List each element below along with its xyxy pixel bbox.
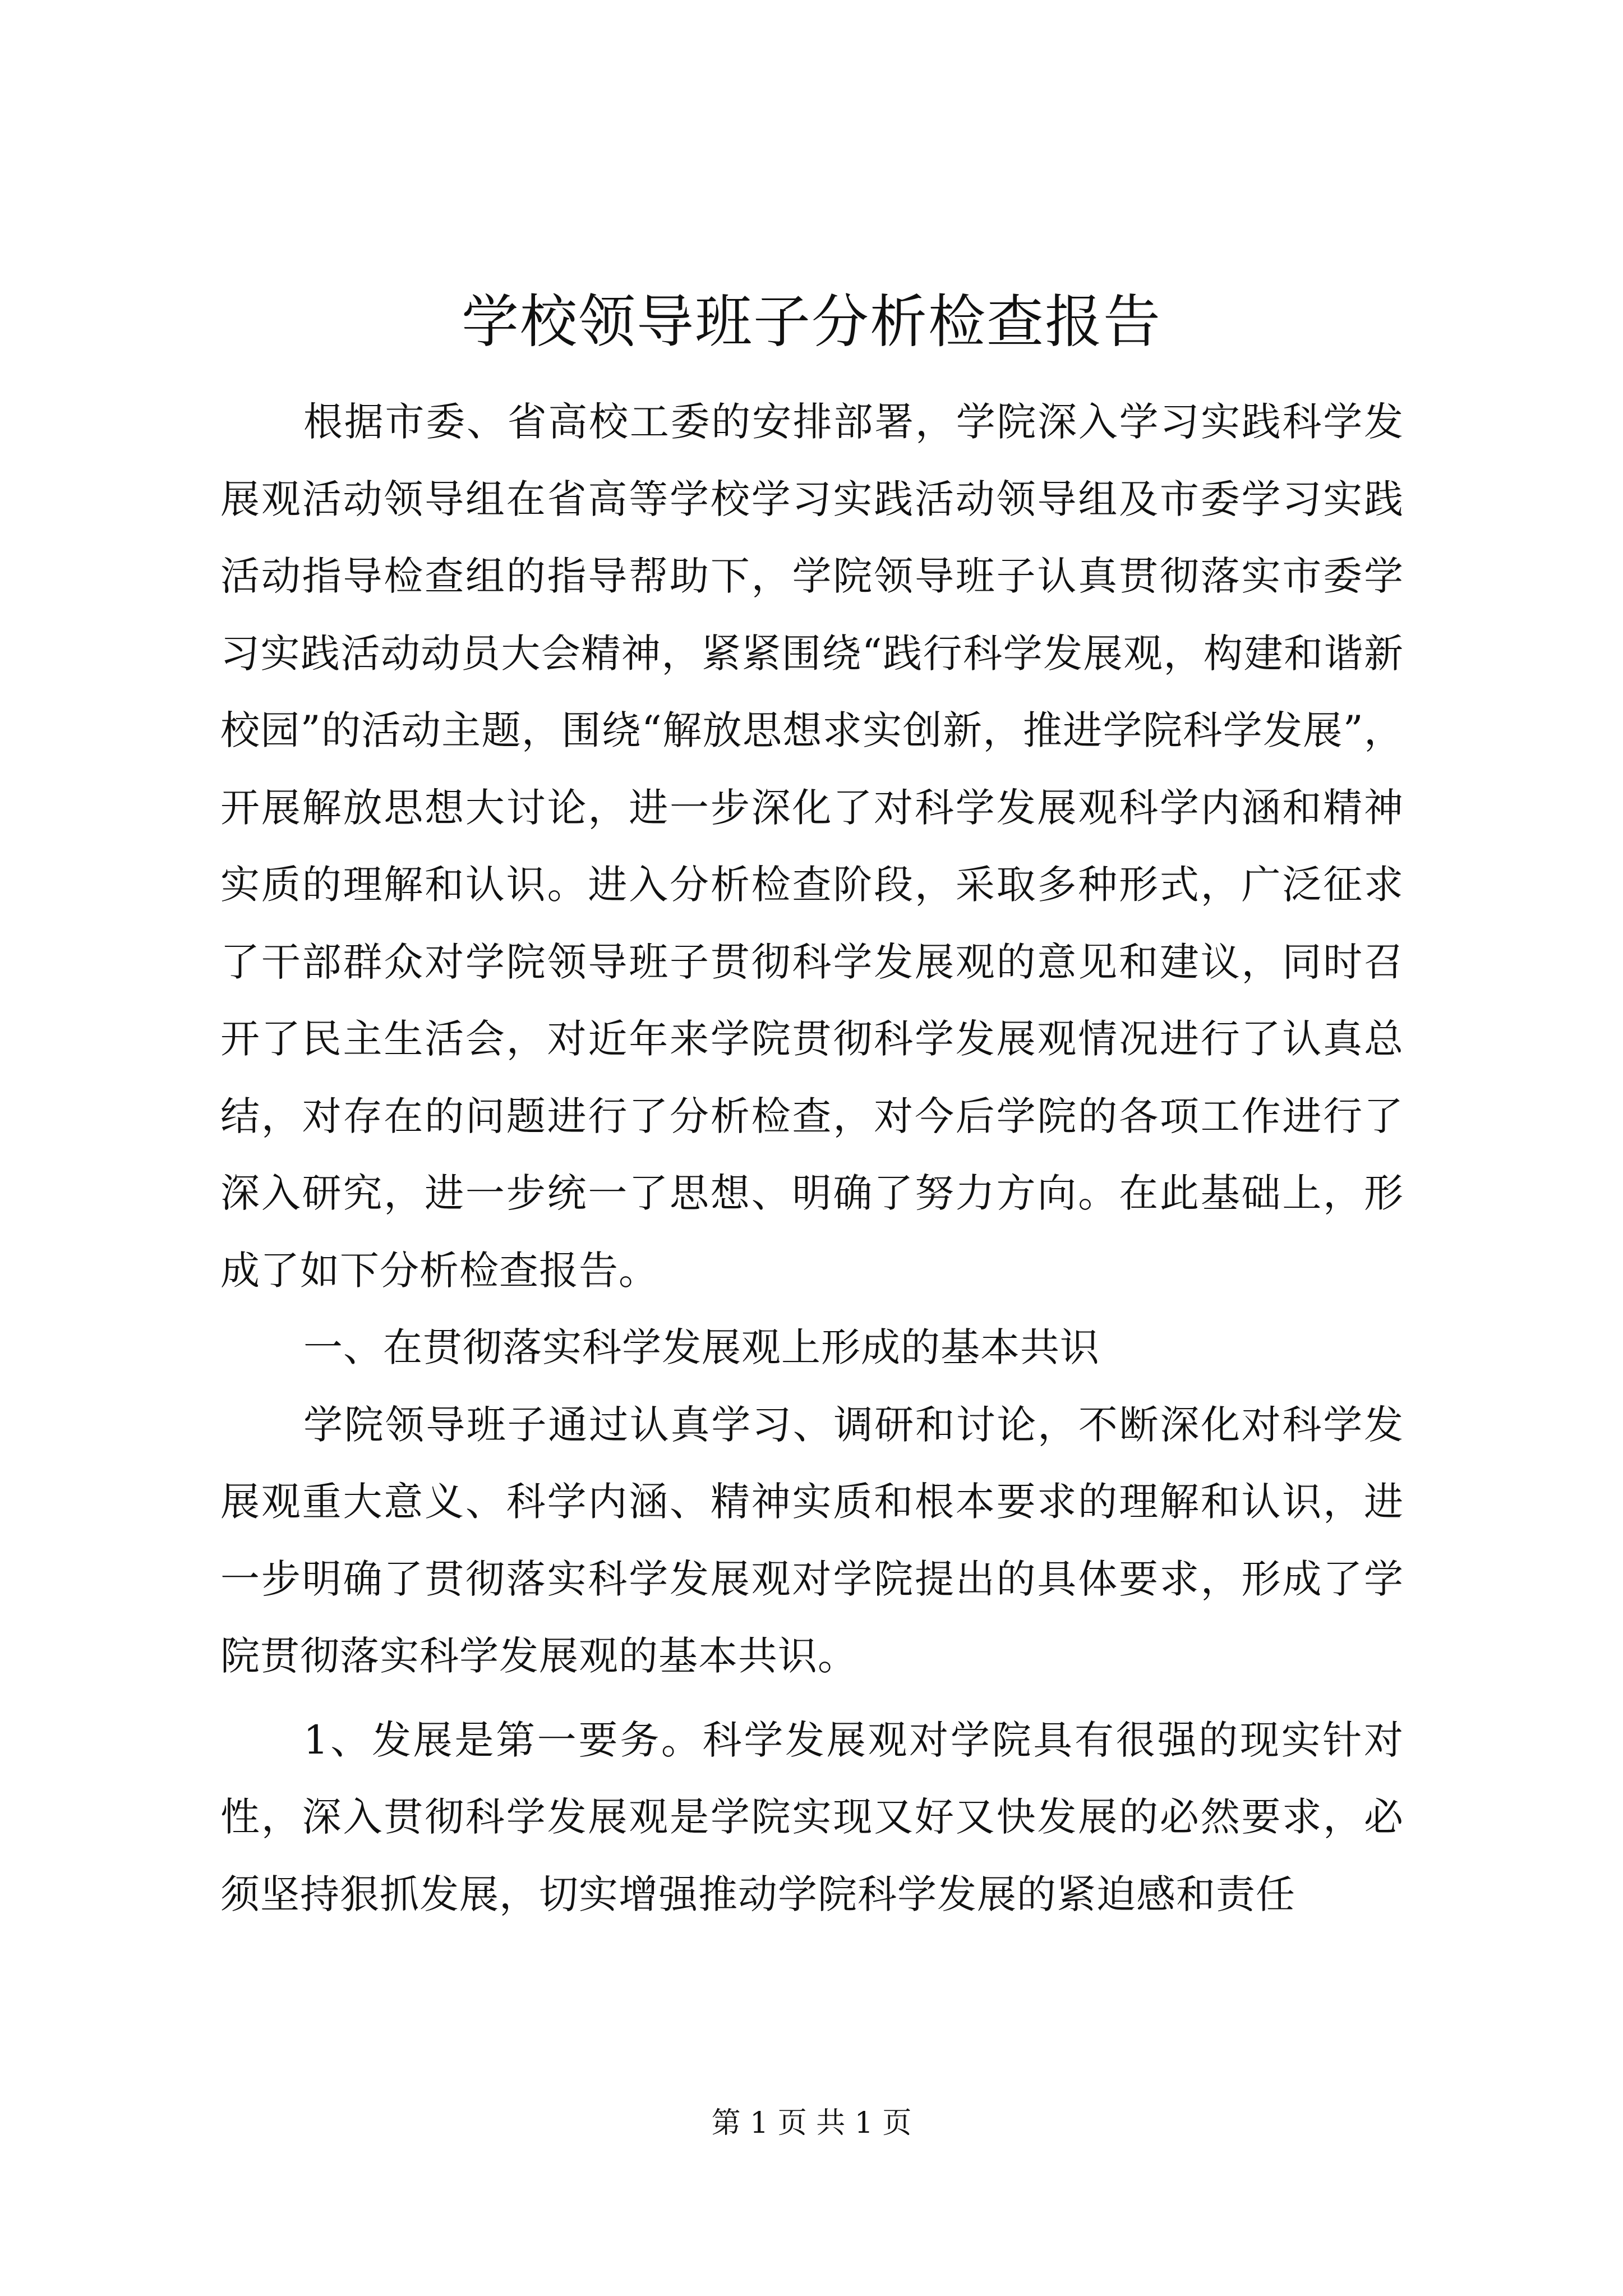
section-heading-1: 一、在贯彻落实科学发展观上形成的基本共识 [303,1324,1100,1370]
document-title: 学校领导班子分析检查报告 [462,289,1161,356]
paragraph-consensus: 学院领导班子通过认真学习、调研和讨论，不断深化对科学发展观重大意义、科学内涵、精神实质和根本要求的理解和认识，进一步明确了贯彻落实科学发展观对学院提出的具体要求，形成了学院贯彻落实科学发展观的基本共识。 [220,1401,1404,1679]
paragraph-intro: 根据市委、省高校工委的安排部署，学院深入学习实践科学发展观活动领导组在省高等学校学习实践活动领导组及市委学习实践活动指导检查组的指导帮助下，学院领导班子认真贯彻落实市委学习实践活动动员大会精神，紧紧围绕“践行科学发展观，构建和谐新校园”的活动主题，围绕“解放思想求实创新，推进学院科学发展”，开展解放思想大讨论，进一步深化了对科学发展观科学内涵和精神实质的理解和认识。进入分析检查阶段，采取多种形式，广泛征求了干部群众对学院领导班子贯彻科学发展观的意见和建议，同时召开了民主生活会，对近年来学院贯彻科学发展观情况进行了认真总结，对存在的问题进行了分析检查，对今后学院的各项工作进行了深入研究，进一步统一了思想、明确了努力方向。在此基础上，形成了如下分析检查报告。 [220,399,1404,1294]
page-footer: 第 1 页 共 1 页 [711,2106,912,2140]
document-body [220,384,1404,1933]
paragraph-point-1: 1、发展是第一要务。科学发展观对学院具有很强的现实针对性，深入贯彻科学发展观是学院实现又好又快发展的必然要求，必须坚持狠抓发展，切实增强推动学院科学发展的紧迫感和责任 [220,1717,1404,1917]
